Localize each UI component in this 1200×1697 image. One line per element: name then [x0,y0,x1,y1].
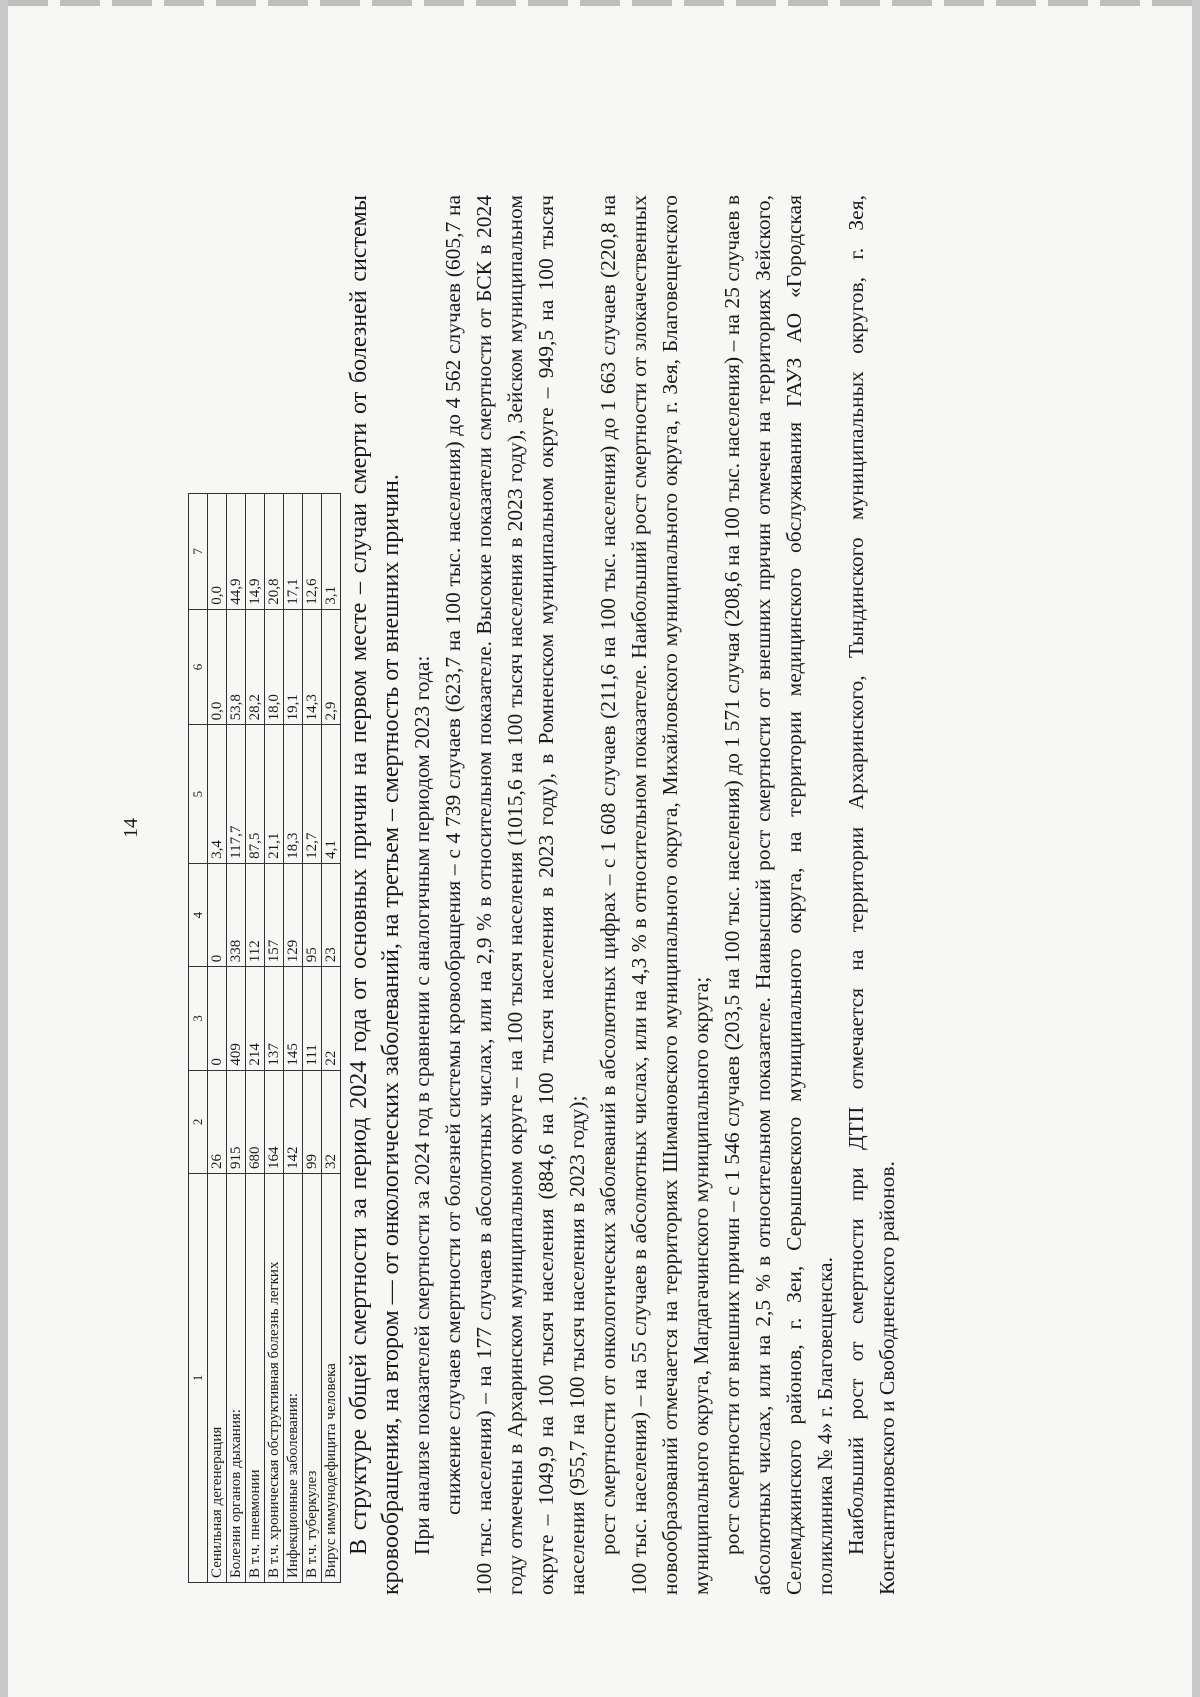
table-cell: 44,9 [227,494,246,610]
table-header-row [189,494,208,1583]
table-cell: 32 [322,1070,341,1173]
table-row [246,494,265,1583]
table-cell: Сенильная дегенерация [208,1174,227,1583]
rotated-content [188,155,1068,1595]
body-text [343,195,903,1595]
paragraph-road-accidents: Наибольший рост от смертности при ДТП отмечается на территории Архаринского, Тындинского муниципальных округов, г. Зея, Константиновского и Свободненского районов. [844,195,899,1595]
scan-edge [8,0,1192,6]
table-cell: 87,5 [246,725,265,864]
table-cell: 0 [208,967,227,1070]
table-cell: 3,1 [322,494,341,610]
table-row [322,494,341,1583]
table-cell: В т.ч. туберкулез [303,1174,322,1583]
table-cell: 111 [303,967,322,1070]
table-header-cell: 1 [189,1174,208,1583]
table-cell: Болезни органов дыхания: [227,1174,246,1583]
table-cell: 338 [227,863,246,966]
table-cell: 14,3 [303,609,322,725]
table-cell: В т.ч. хроническая обструктивная болезнь легких [265,1174,284,1583]
table-cell: 112 [246,863,265,966]
table-cell: 28,2 [246,609,265,725]
table-cell: 19,1 [284,609,303,725]
table-row [265,494,284,1583]
table-cell: В т.ч. пневмонии [246,1174,265,1583]
paragraph-external-causes: рост смертности от внешних причин – с 1 546 случаев (203,5 на 100 тыс. населения) до 1 571 случая (208,6 на 100 тыс. населения) – на 25 случаев в абсолютных числах, или на 2,5 % в относительном показателе. Наивысший рост смертности от внешних причин отмечен на территориях Зейского, Селемджинского районов, г. Зеи, Серышевского муниципального округа, на территории медицинского обслуживания ГАУЗ АО «Городская поликлиника № 4» г. Благовещенска. [720,195,837,1595]
table-cell: 26 [208,1070,227,1173]
table-cell: 117,7 [227,725,246,864]
table-cell: 18,3 [284,725,303,864]
table-cell: 17,1 [284,494,303,610]
table-header-cell: 2 [189,1070,208,1173]
table-header-cell: 7 [189,494,208,610]
table-header-cell: 3 [189,967,208,1070]
paragraph-structure: В структуре общей смертности за период 2024 года от основных причин на первом месте – случаи смерти от болезней системы кровообращения, на втором — от онкологических заболеваний, на третьем – смертность от внешних причин. [346,195,404,1595]
table-cell: 142 [284,1070,303,1173]
table-cell: 12,7 [303,725,322,864]
table-cell: Вирус иммунодефицита человека [322,1174,341,1583]
table-row [284,494,303,1583]
table-cell: 3,4 [208,725,227,864]
table-cell: 0,0 [208,494,227,610]
mortality-table [188,493,341,1583]
table-cell: 2,9 [322,609,341,725]
table-cell: 157 [265,863,284,966]
table-cell: 164 [265,1070,284,1173]
table-cell: 14,9 [246,494,265,610]
table-cell: 915 [227,1070,246,1173]
table-cell: 4,1 [322,725,341,864]
table-cell: 145 [284,967,303,1070]
table-cell: 680 [246,1070,265,1173]
table-cell: 0 [208,863,227,966]
table-cell: 214 [246,967,265,1070]
table-cell: 21,1 [265,725,284,864]
page-number: 14 [120,818,142,838]
document-page [8,0,1192,1697]
table-cell: 95 [303,863,322,966]
table-row [303,494,322,1583]
table-header-cell: 6 [189,609,208,725]
table-cell: 12,6 [303,494,322,610]
table-cell: 129 [284,863,303,966]
table-cell: 23 [322,863,341,966]
table-cell: 99 [303,1070,322,1173]
table-cell: Инфекционные заболевания: [284,1174,303,1583]
table-cell: 409 [227,967,246,1070]
table-cell: 22 [322,967,341,1070]
table-cell: 18,0 [265,609,284,725]
table-row [227,494,246,1583]
paragraph-analysis-intro: При анализе показателей смертности за 2024 год в сравнении с аналогичным периодом 2023 года: [410,655,434,1555]
table-cell: 0,0 [208,609,227,725]
paragraph-circulatory: снижение случаев смертности от болезней системы кровообращения – с 4 739 случаев (623,7 на 100 тыс. населения) до 4 562 случаев (605,7 на 100 тыс. населения) – на 177 случаев в абсолютных числах, или на 2,9 % в относительном показателе. Высокие показатели смертности от БСК в 2024 году отмечены в Архаринском муниципальном округе – на 100 тысяч населения (1015,6 на 100 тысяч населения в 2023 году), Зейском муниципальном округе – 1049,9 на 100 тысяч населения (884,6 на 100 тысяч населения в 2023 году), в Ромненском муниципальном округе – 949,5 на 100 тысяч населения (955,7 на 100 тысяч населения в 2023 году); [441,195,589,1595]
table-header-cell: 5 [189,725,208,864]
table-cell: 137 [265,967,284,1070]
table-cell: 20,8 [265,494,284,610]
table-header-cell: 4 [189,863,208,966]
table-cell: 53,8 [227,609,246,725]
table-row [208,494,227,1583]
paragraph-oncology: рост смертности от онкологических заболеваний в абсолютных цифрах – с 1 608 случаев (211,6 на 100 тыс. населения) до 1 663 случаев (220,8 на 100 тыс. населения) – на 55 случаев в абсолютных числах, или на 4,3 % в относительном показателе. Наибольший рост смертности от злокачественных новообразований отмечается на территориях Шимановского муниципального округа, Михайловского муниципального округа, г. Зея, Благовещенского муниципального округа, Магдагачинского муниципального округа; [596,195,713,1595]
